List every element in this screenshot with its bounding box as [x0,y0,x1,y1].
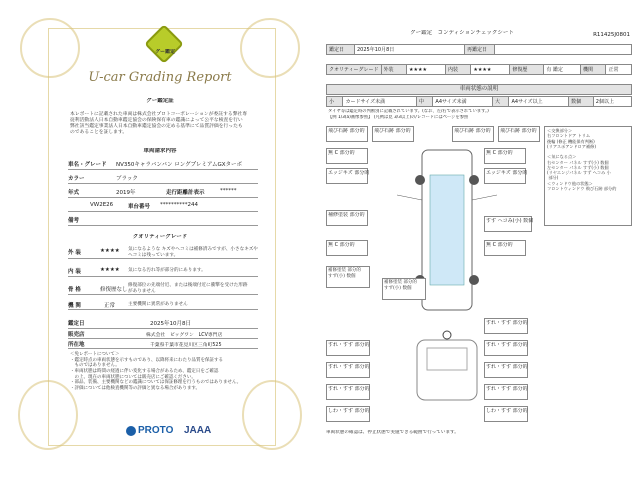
date-value: 2025年10月8日 [150,321,191,327]
shop-label: 販売店 [68,332,85,338]
color-label: カラー [68,176,85,182]
mileage-value: ****** [220,188,237,194]
chassis-label: 車台番号 [128,204,151,210]
part-label: 無 C 部分的 [486,242,513,248]
mileage-label: 走行距離計表示 [166,190,205,196]
part-label: 飛び石跡 部分的 [374,128,411,134]
date-row [68,328,258,329]
vehicle-info-header: 車両請求内容 [143,148,177,154]
loc-value: 千葉県千葉市花見川区三角町525 [150,343,222,348]
int-label: 内 装 [68,269,81,275]
part-label: 無 C 部分的 [328,150,355,156]
recheck-value [495,45,632,55]
footer-notes: ＜免レポートについて＞ ・鑑定時点の車両状態を示すものであり、以降将来にわたり品質を保証する ものではありません。 ・車両状態は時間の経過に伴い変化する場合があるため、鑑定日をご確認 の上、現在の車両状態については販売店にご確認ください。 ・部品、装備、主要機関などの鑑識については保証修理を行うものではありません。 ・評価については他検査機関等の評価と異なる場合があります。 [70,352,242,391]
part-label: エッジキズ 部分的 [328,170,370,176]
part-label: 飛び石跡 部分的 [500,128,537,134]
badge-text: グー鑑定 [154,49,175,55]
date-label: 鑑定日 [68,321,85,327]
condition-check-sheet [322,30,634,444]
int-label: 内装 [445,65,470,75]
mech-value: 正常 [104,303,116,309]
size-mid: 中 [416,97,432,107]
engine-value: 正常 [606,65,632,75]
loc-row [68,348,258,349]
ornament-swirl [20,18,80,78]
ornament-swirl [240,18,300,78]
year-label: 年式 [68,190,80,196]
model-label: 車名・グレード [68,162,107,168]
repair-value: 有 鑑定 [544,65,581,75]
part-label: すれ・すず 部分的 [486,342,528,348]
mech-label: 機 関 [68,303,81,309]
tire-note: タイヤ等は鑑定時の判断別に記載されています。(なお、左/右で表示されています。) [328,109,489,114]
int-stars: ★★★★ [100,267,120,273]
date-table [326,44,632,55]
ornament-swirl [18,380,78,450]
ext-note: 気になるような キズやヘコミは補修済みですが、小さなキズや ヘコミは残っています。 [128,247,258,258]
loc-label: 所在地 [68,342,85,348]
count-label: 数個 [569,97,594,107]
frame-note: 修復部位の先端付近、または後端付近に衝撃を受けた形跡 がありません [128,283,248,294]
quality-header: クオリティーグレード [132,234,188,240]
sheet-title: グー鑑定 コンディションチェックシート [410,30,514,36]
part-label: 補修塗装 部分的 すず(小) 数個 [384,280,417,291]
year-value: 2019年 [116,190,136,196]
car-rear-view-diagram [397,330,497,410]
part-label: すれ・すず 部分的 [328,342,370,348]
size-legend-table [326,96,632,107]
quality-table [326,64,632,75]
recheck-label: 再鑑定日 [465,45,495,55]
part-label: 飛び石跡 部分的 [454,128,491,134]
frame-label: 骨 格 [68,287,81,293]
engine-label: 機関 [580,65,605,75]
model-code: VW2E26 [90,202,114,208]
remarks-label: 備考 [68,218,80,224]
shop-row [68,338,258,339]
report-title: U-car Grading Report [88,70,232,85]
chassis-value: **********244 [160,202,198,208]
int-stars: ★★★★ [471,65,510,75]
date-value: 2025年10月8日 [355,45,465,55]
part-label: 無 C 部分的 [486,150,513,156]
side-notes: ＜交換部分＞ 右フロントドア トリム 後輪 (修正 機能保有判断) (リアスポアンドロア補修) ＜気になる点＞ 右センター パネル すず(小) 数個 左センター パネル すず(小) 数個 (リヤエンジパネル すず ヘコみ 小 部分) ＜ウィンドウ他の状態＞ フロントウィンドウ 飛び石跡 部分的 [547,128,617,191]
part-label: しわ・すず 部分的 [328,408,370,414]
ext-stars: ★★★★ [100,248,120,254]
sheet-id: R11425J0801 [593,32,630,38]
mech-row [68,309,258,310]
part-label: すれ・すず 部分的 [486,386,528,392]
mech-note: 主要機関に異常がありません [128,302,188,307]
frame-value: 修復歴なし [100,287,128,293]
ext-label: 外 装 [68,250,81,256]
model-row [68,169,258,170]
report-subtitle: グー鑑定証 [146,98,174,104]
proto-logo-icon [126,426,136,436]
date-label: 鑑定日 [327,45,355,55]
int-note: 気になる汚れ等が部分的にあります。 [128,268,206,273]
color-row [68,183,258,184]
state-header: 車両状態の説明 [326,84,632,95]
part-label: 補修塗装 部分的 [328,212,365,218]
ext-label: 外装 [381,65,406,75]
part-label: 飛び石跡 部分的 [328,128,365,134]
quality-label: クオリティーグレード [327,65,382,75]
part-label: 補修塗装 部分的 すず(小) 数個 [328,268,361,279]
int-row [68,276,258,277]
jaaa-logo-text: JAAA [184,425,212,436]
part-label: エッジキズ 部分的 [486,170,528,176]
year-row [68,197,258,198]
part-label: 無 C 部分的 [328,242,355,248]
intro-text: 本レポートに記載された車両は株式会社プロトコーポレーションが委託する弊社専 従利活動法人日本自動車鑑定協会の保険保有車の鑑識によって公平な検査を行い 弊社該当鑑定事業法人日本自動車鑑定協会の定める基準にて品質評価を行ったも のであることを証します。 [70,112,248,135]
model-value: NV350キャラバンバン ロングプレミアムGXターボ [116,162,243,168]
size-mid-desc: A4サイズ未満 [433,97,493,107]
repair-label: 修復歴 [510,65,544,75]
part-label: しわ・すず 部分的 [486,408,528,414]
count-value: 2個以上 [593,97,631,107]
legend-note: 【例 1/3(a)画像参照】 (凡例は見 3/3以上)の/レコードにはページを参照 [328,115,469,120]
part-label: すず ヘコみ(小) 数個 [486,218,534,224]
part-label: すれ・すず 部分的 [328,386,370,392]
size-large: 大 [493,97,509,107]
chassis-row [68,211,258,212]
sheet-footer: 車両状態の確認は、停止状態で実施できる範囲で行っています。 [326,430,459,435]
size-small-desc: カードサイズ未満 [343,97,416,107]
size-small: 小 [327,97,343,107]
shop-value: 株式会社 ビッグワン LCV専門店 [146,333,223,338]
remarks-row [68,225,258,226]
part-label: すれ・すず 部分的 [328,364,370,370]
color-value: ブラック [116,176,138,182]
ornament-swirl [242,380,302,450]
part-label: すれ・すず 部分的 [486,320,528,326]
part-label: すれ・すず 部分的 [486,364,528,370]
ext-stars: ★★★★ [407,65,446,75]
size-large-desc: A4サイズ以上 [509,97,569,107]
proto-logo-text: PROTO [138,425,174,436]
